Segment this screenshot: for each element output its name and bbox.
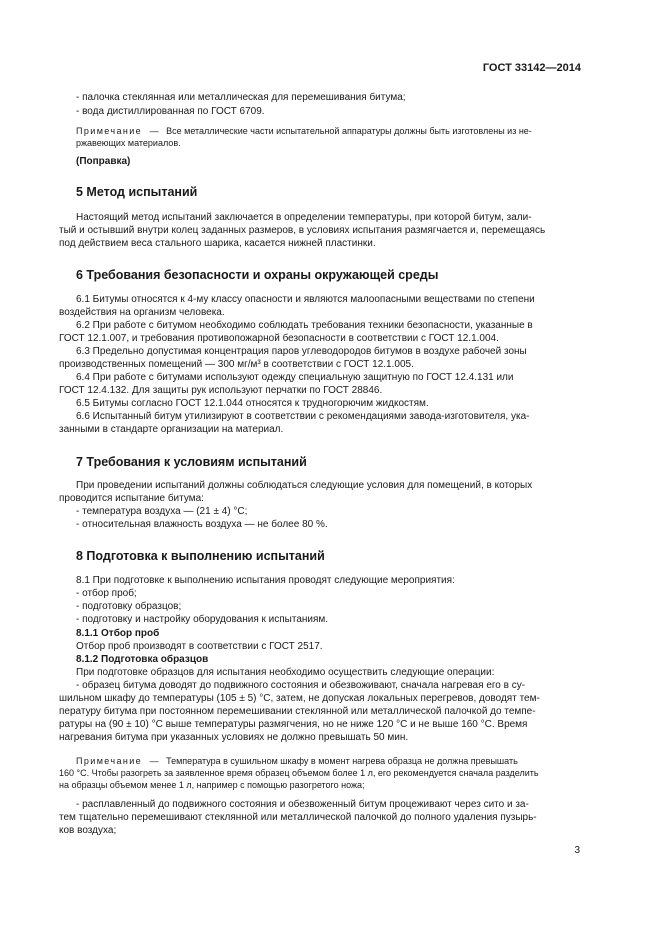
section-7-title: 7 Требования к условиям испытаний [76,455,307,469]
paragraph-line: ГОСТ 12.4.132. Для защиты рук используют перчатки по ГОСТ 28846. [59,385,383,396]
list-item: - относительная влажность воздуха — не более 80 %. [76,519,328,530]
paragraph-line: - расплавленный до подвижного состояния и обезвоженный битум процеживают через сито и за- [76,799,529,810]
list-item: - подготовку и настройку оборудования к испытаниям. [76,614,329,625]
list-item: - вода дистиллированная по ГОСТ 6709. [76,106,265,117]
note-text-cont: на образцы объемом менее 1 л, например с помощью разогретого ножа; [59,780,365,790]
paragraph-line: воздействия на организм человека. [59,307,225,318]
note-text-cont: 160 °С. Чтобы разогреть за заявленное время образец объемом более 1 л, его рекомендуется сначала разделить [59,768,539,778]
paragraph-line: проводится испытание битума: [59,493,204,504]
amendment-label: (Поправка) [76,156,131,167]
paragraph-line: При подготовке образцов для испытания необходимо осуществить следующие операции: [76,667,495,678]
paragraph-line: Отбор проб производят в соответствии с ГОСТ 2517. [76,641,323,652]
paragraph-line: ков воздуха; [59,825,117,836]
note-dash: — [149,126,159,136]
note-label: Примечание [76,126,143,136]
paragraph-line: тый и остывший внутри колец заданных размеров, в условиях испытания размягчается и, перемещаясь [59,225,546,236]
list-item: - палочка стеклянная или металлическая для перемешивания битума; [76,92,406,103]
section-6-title: 6 Требования безопасности и охраны окружающей среды [76,268,439,282]
subsection-title: 8.1.1 Отбор проб [76,628,160,639]
paragraph-line: производственных помещений — 300 мг/м³ в соответствии с ГОСТ 12.1.005. [59,359,414,370]
paragraph-line: - образец битума доводят до подвижного состояния и обезвоживают, сначала нагревая его в су- [76,680,526,691]
page-number: 3 [574,845,580,856]
list-item: - отбор проб; [76,588,137,599]
note-text: Температура в сушильном шкафу в момент нагрева образца не должна превышать [166,756,518,766]
section-5-title: 5 Метод испытаний [76,185,198,199]
subsection-title: 8.1.2 Подготовка образцов [76,654,209,665]
paragraph-line: 6.3 Предельно допустимая концентрация паров углеводородов битумов в воздухе рабочей зоны [76,346,527,357]
paragraph-line: нагревания битума при указанных условиях не должно превышать 50 мин. [59,732,409,743]
paragraph-line: 6.6 Испытанный битум утилизируют в соответствии с рекомендациями завода-изготовителя, ука- [76,411,530,422]
paragraph-line: 6.5 Битумы согласно ГОСТ 12.1.044 относятся к трудногорючим жидкостям. [76,398,429,409]
paragraph-line: 8.1 При подготовке к выполнению испытания проводят следующие мероприятия: [76,575,455,586]
note-text: Все металлические части испытательной аппаратуры должны быть изготовлены из не- [166,126,532,136]
paragraph-line: под действием веса стального шарика, касается нижней пластинки. [59,238,376,249]
paragraph-line: шильном шкафу до температуры (105 ± 5) °С, затем, не допуская локальных перегревов, доводят тем- [59,693,540,704]
paragraph-line: 6.1 Битумы относятся к 4-му классу опасности и являются малоопасными веществами по степени [76,294,535,305]
paragraph-line: 6.2 При работе с битумом необходимо соблюдать требования техники безопасности, указанные в [76,320,533,331]
document-number: ГОСТ 33142—2014 [482,62,581,74]
paragraph-line: При проведении испытаний должны соблюдаться следующие условия для помещений, в которых [76,480,533,491]
paragraph-line: 6.4 При работе с битумами используют одежду специальную защитную по ГОСТ 12.4.131 или [76,372,514,383]
paragraph-line: ГОСТ 12.1.007, и требования противопожарной безопасности в соответствии с ГОСТ 12.1.004. [59,333,499,344]
paragraph-line: тем тщательно перемешивают стеклянной или металлической палочкой до полного удаления пузырь- [59,812,537,823]
note-text-cont: ржавеющих материалов. [76,138,181,148]
paragraph-line: ратуры на (90 ± 10) °С выше температуры размягчения, но не ниже 120 °С и не выше 160 °С. Время [59,719,528,730]
paragraph-line: занными в стандарте организации на материал. [59,424,284,435]
paragraph-line: Настоящий метод испытаний заключается в определении температуры, при которой битум, зали- [76,212,532,223]
section-8-title: 8 Подготовка к выполнению испытаний [76,549,325,563]
list-item: - подготовку образцов; [76,601,182,612]
list-item: - температура воздуха — (21 ± 4) °С; [76,506,248,517]
paragraph-line: пературу битума при постоянном перемешивании стеклянной или металлической палочкой до темпе- [59,706,536,717]
note-dash: — [149,756,159,766]
note-label: Примечание [76,756,143,766]
